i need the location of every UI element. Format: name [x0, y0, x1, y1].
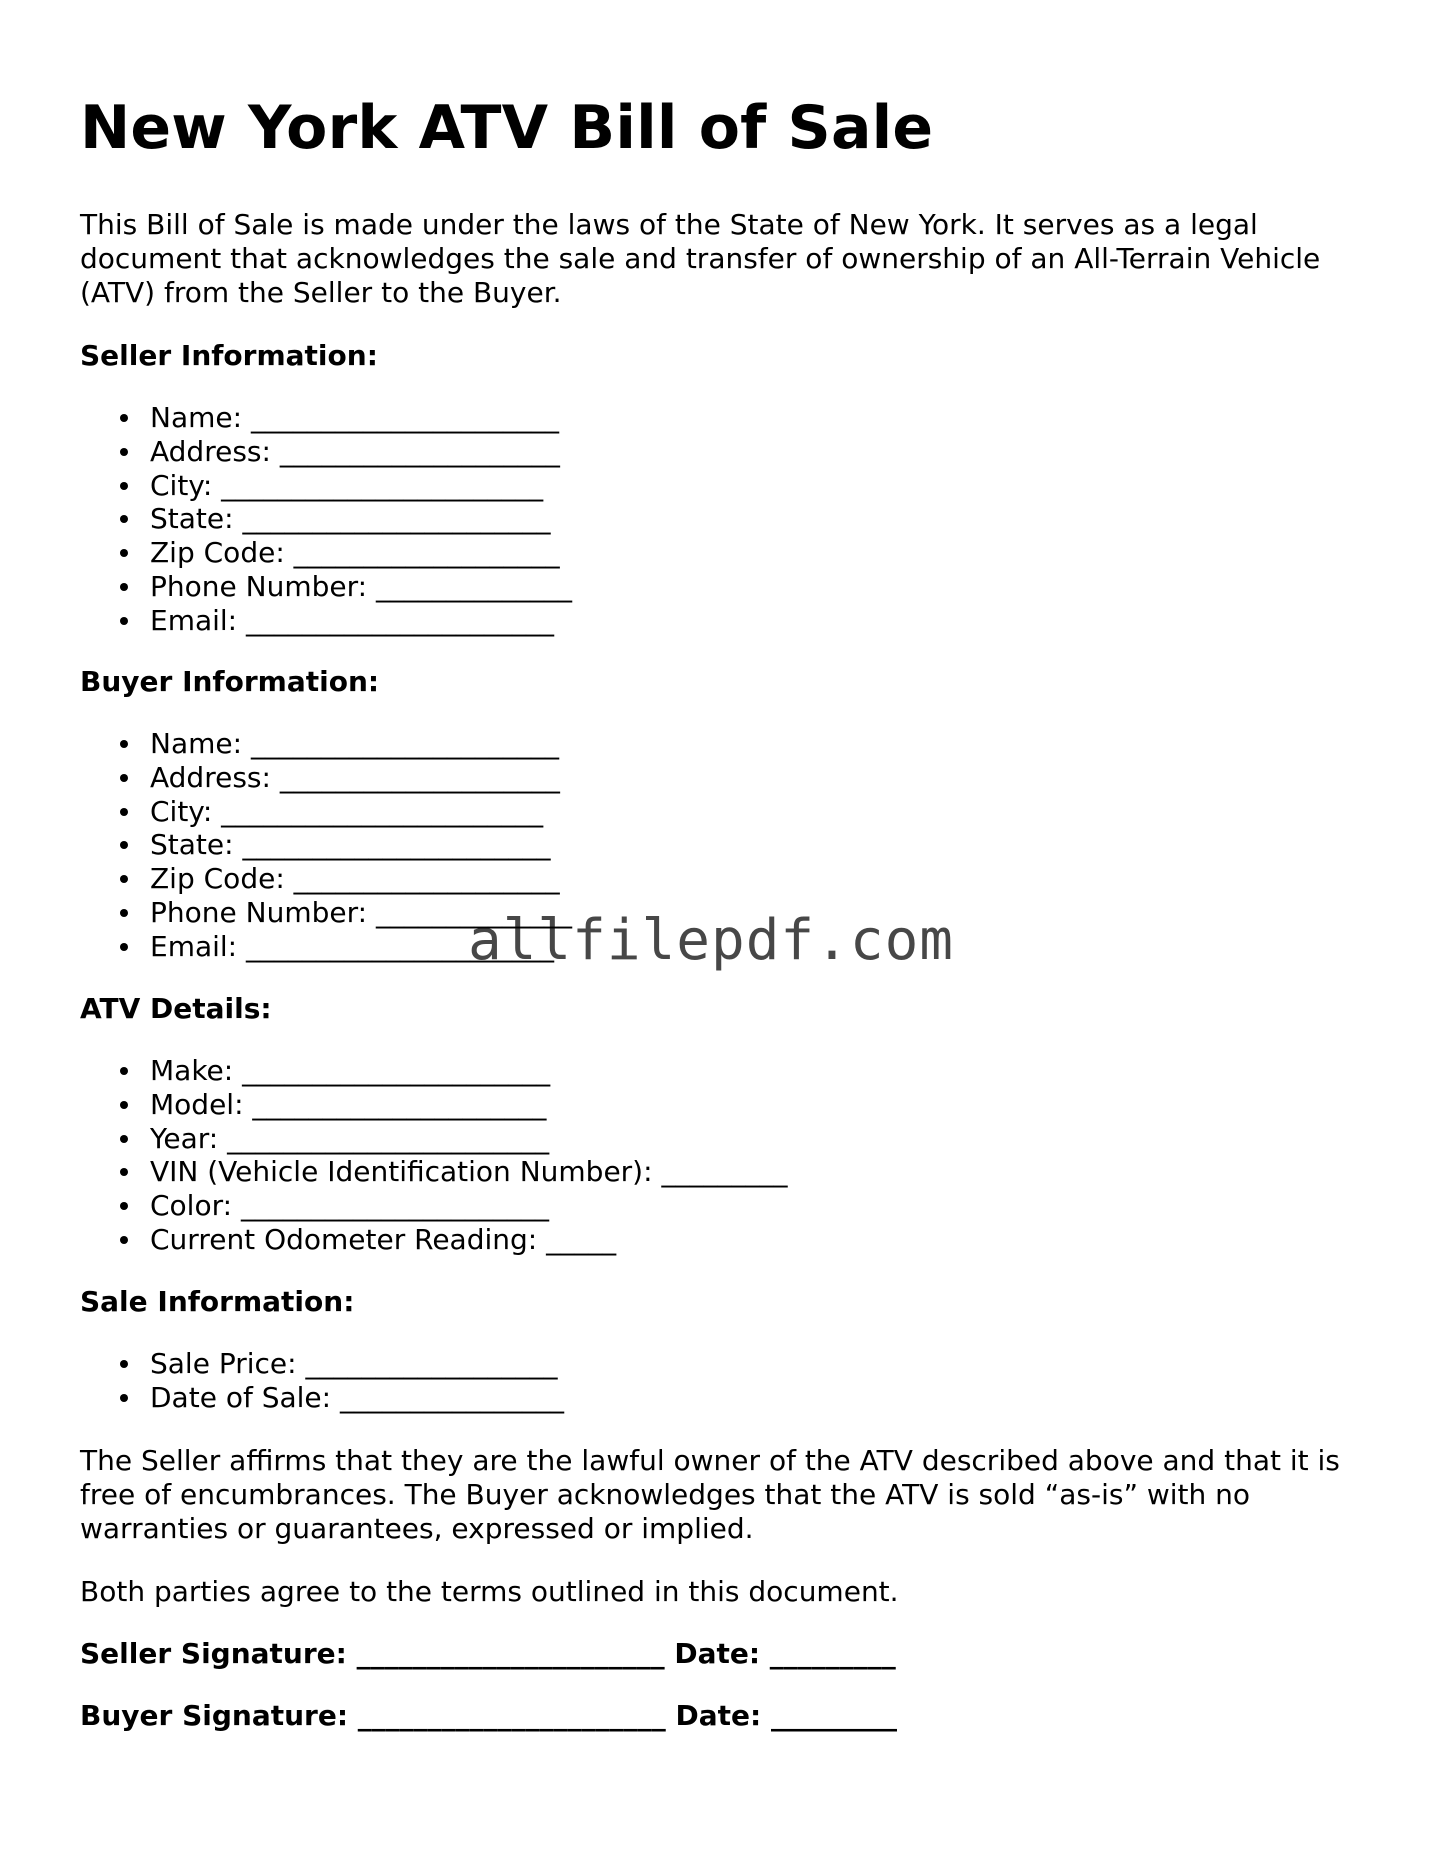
seller-zip-field[interactable]: Zip Code: ___________________: [150, 536, 572, 570]
seller-state-field[interactable]: State: ______________________: [150, 502, 572, 536]
watermark-text: allfilepdf.com: [468, 908, 955, 973]
buyer-heading: Buyer Information:: [80, 665, 380, 698]
seller-signature-line[interactable]: Seller Signature: ______________________ Date: _________: [80, 1637, 896, 1670]
seller-address-field[interactable]: Address: ____________________: [150, 435, 572, 469]
atv-year-field[interactable]: Year: _______________________: [150, 1122, 787, 1156]
seller-name-field[interactable]: Name: ______________________: [150, 401, 572, 435]
buyer-name-field[interactable]: Name: ______________________: [150, 727, 572, 761]
sale-heading: Sale Information:: [80, 1285, 355, 1318]
affirmation-paragraph: The Seller affirms that they are the lawful owner of the ATV described above and that it is free of encumbrances. The Buyer acknowledges that the ATV is sold “as-is” with no warranties or guarantees, expressed or implied.: [80, 1444, 1340, 1545]
agreement-paragraph: Both parties agree to the terms outlined in this document.: [80, 1575, 899, 1608]
buyer-state-field[interactable]: State: ______________________: [150, 828, 572, 862]
atv-heading: ATV Details:: [80, 992, 272, 1025]
buyer-signature-line[interactable]: Buyer Signature: ______________________ Date: _________: [80, 1699, 897, 1732]
buyer-phone-field[interactable]: Phone Number: ______________: [150, 895, 572, 929]
page-title: New York ATV Bill of Sale: [80, 93, 934, 163]
atv-color-field[interactable]: Color: ______________________: [150, 1189, 787, 1223]
atv-odometer-field[interactable]: Current Odometer Reading: _____: [150, 1223, 787, 1257]
buyer-city-field[interactable]: City: _______________________: [150, 795, 572, 829]
sale-date-field[interactable]: Date of Sale: ________________: [150, 1380, 564, 1414]
atv-model-field[interactable]: Model: _____________________: [150, 1088, 787, 1122]
seller-phone-field[interactable]: Phone Number: ______________: [150, 569, 572, 603]
sale-price-field[interactable]: Sale Price: __________________: [150, 1347, 564, 1381]
atv-fields-list: [80, 1054, 787, 1257]
buyer-zip-field[interactable]: Zip Code: ___________________: [150, 862, 572, 896]
buyer-address-field[interactable]: Address: ____________________: [150, 761, 572, 795]
seller-heading: Seller Information:: [80, 339, 378, 372]
intro-paragraph: This Bill of Sale is made under the laws of the State of New York. It serves as a legal document that acknowledges the sale and transfer of ownership of an All-Terrain Vehicle (ATV) from the Seller to the Buyer.: [80, 208, 1321, 309]
atv-vin-field[interactable]: VIN (Vehicle Identification Number): _________: [150, 1155, 788, 1189]
seller-email-field[interactable]: Email: ______________________: [150, 604, 572, 638]
seller-fields-list: [80, 401, 572, 638]
seller-city-field[interactable]: City: _______________________: [150, 469, 572, 503]
buyer-email-field[interactable]: Email: ______________________: [150, 930, 572, 964]
sale-fields-list: [80, 1347, 564, 1415]
atv-make-field[interactable]: Make: ______________________: [150, 1054, 787, 1088]
